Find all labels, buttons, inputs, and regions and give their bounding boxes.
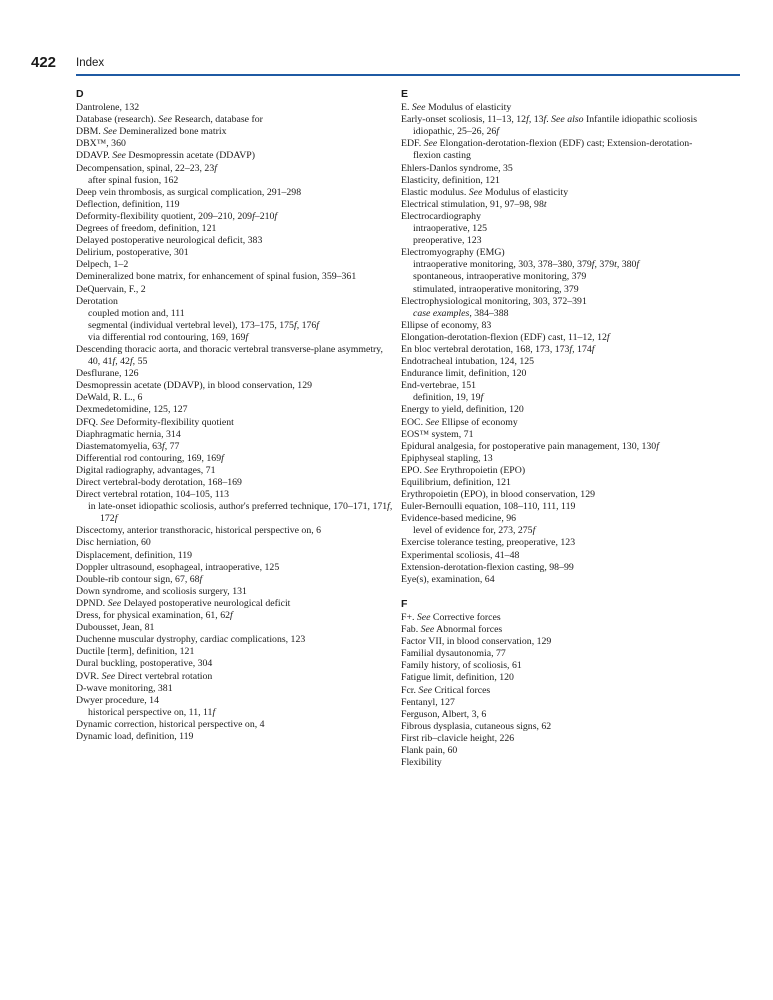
index-subentry: segmental (individual vertebral level), 173–175, 175f, 176f <box>88 319 320 331</box>
index-entry: Delpech, 1–2 <box>76 259 129 271</box>
index-column-left <box>76 88 394 743</box>
index-entry: Database (research). See Research, database for <box>76 114 263 126</box>
index-entry: Flexibility <box>401 757 442 769</box>
index-entry: E. See Modulus of elasticity <box>401 102 512 114</box>
index-entry: Down syndrome, and scoliosis surgery, 131 <box>76 585 247 597</box>
running-head: Index <box>76 57 105 69</box>
index-entry: En bloc vertebral derotation, 168, 173, 173f, 174f <box>401 343 595 355</box>
index-entry: Dynamic load, definition, 119 <box>76 730 194 742</box>
index-entry: Doppler ultrasound, esophageal, intraoperative, 125 <box>76 561 280 573</box>
index-entry: Eye(s), examination, 64 <box>401 573 495 585</box>
index-entry: Disc herniation, 60 <box>76 537 151 549</box>
index-entry: Demineralized bone matrix, for enhancement of spinal fusion, 359–361 <box>76 271 357 283</box>
index-entry: Direct vertebral-body derotation, 168–169 <box>76 477 242 488</box>
index-entry: Experimental scoliosis, 41–48 <box>401 549 520 561</box>
index-entry: Exercise tolerance testing, preoperative, 123 <box>401 537 576 549</box>
index-entry: Ferguson, Albert, 3, 6 <box>401 708 487 720</box>
index-entry: Diaphragmatic hernia, 314 <box>76 428 181 440</box>
index-entry: EDF. See Elongation-derotation-flexion (EDF) cast; Extension-derotation-flexion casting <box>401 138 693 162</box>
index-entry: Duchenne muscular dystrophy, cardiac complications, 123 <box>76 634 306 646</box>
index-entry: Familial dysautonomia, 77 <box>401 648 506 660</box>
index-entry: Factor VII, in blood conservation, 129 <box>401 636 552 648</box>
index-entry: Electrocardiography <box>401 210 481 222</box>
index-entry: Flank pain, 60 <box>401 744 458 756</box>
index-entry: Dubousset, Jean, 81 <box>76 622 155 634</box>
index-subentry: intraoperative monitoring, 303, 378–380, 379f, 379t, 380f <box>413 259 640 271</box>
index-entry: Electrical stimulation, 91, 97–98, 98t <box>401 198 547 210</box>
index-subentry: spontaneous, intraoperative monitoring, 379 <box>413 271 587 283</box>
index-entry: Descending thoracic aorta, and thoracic vertebral transverse-plane asymmetry, 40, 41f, 42f, 55 <box>76 343 384 368</box>
index-entry: Evidence-based medicine, 96 <box>401 513 517 525</box>
index-entry: DeWald, R. L., 6 <box>76 392 143 404</box>
index-subentry: level of evidence for, 273, 275f <box>413 525 536 537</box>
index-entry: Derotation <box>76 295 118 307</box>
index-entry: Dexmedetomidine, 125, 127 <box>76 404 188 416</box>
index-entry: Endurance limit, definition, 120 <box>401 368 527 380</box>
index-entry: Extension-derotation-flexion casting, 98–99 <box>401 561 574 573</box>
index-entry: Energy to yield, definition, 120 <box>401 404 524 416</box>
index-subentry: in late-onset idiopathic scoliosis, author's preferred technique, 170–171, 171f, 172f <box>88 501 393 525</box>
index-entry: Elasticity, definition, 121 <box>401 174 500 186</box>
index-entry: EOC. See Ellipse of economy <box>401 416 518 428</box>
index-entry: Digital radiography, advantages, 71 <box>76 464 216 476</box>
index-letter-heading: F <box>401 597 408 610</box>
index-entry: Fentanyl, 127 <box>401 696 455 708</box>
index-subentry: definition, 19, 19f <box>413 392 484 404</box>
index-entry: Epidural analgesia, for postoperative pain management, 130, 130f <box>401 440 659 452</box>
index-entry: End-vertebrae, 151 <box>401 380 477 392</box>
index-entry: Early-onset scoliosis, 11–13, 12f, 13f. See also Infantile idiopathic scoliosis <box>401 114 698 126</box>
index-letter-heading: D <box>76 88 84 100</box>
index-entry: EPO. See Erythropoietin (EPO) <box>401 464 526 476</box>
index-entry: Dural buckling, postoperative, 304 <box>76 658 213 670</box>
index-entry: Decompensation, spinal, 22–23, 23f <box>76 162 217 174</box>
index-entry: DBX™, 360 <box>76 138 126 150</box>
index-subentry: after spinal fusion, 162 <box>88 174 179 186</box>
index-subentry: historical perspective on, 11, 11f <box>88 706 216 718</box>
index-entry: DDAVP. See Desmopressin acetate (DDAVP) <box>76 150 255 162</box>
index-entry: Double-rib contour sign, 67, 68f <box>76 573 203 585</box>
index-entry: Differential rod contouring, 169, 169f <box>76 452 224 464</box>
index-entry: DFQ. See Deformity-flexibility quotient <box>76 416 234 428</box>
index-subentry: idiopathic, 25–26, 26f <box>413 126 499 138</box>
page-number: 422 <box>31 54 57 71</box>
index-subentry: via differential rod contouring, 169, 169f <box>88 331 249 343</box>
index-entry: Diastematomyelia, 63f, 77 <box>76 440 180 452</box>
index-entry: Endotracheal intubation, 124, 125 <box>401 356 535 368</box>
index-entry: Desmopressin acetate (DDAVP), in blood conservation, 129 <box>76 380 312 392</box>
index-entry: Fatigue limit, definition, 120 <box>401 672 514 684</box>
index-entry: Ellipse of economy, 83 <box>401 319 492 331</box>
index-entry: Delayed postoperative neurological deficit, 383 <box>76 235 263 247</box>
index-entry: Deflection, definition, 119 <box>76 198 180 210</box>
index-entry: Direct vertebral rotation, 104–105, 113 <box>76 489 230 501</box>
index-entry: DVR. See Direct vertebral rotation <box>76 670 213 682</box>
index-entry: First rib–clavicle height, 226 <box>401 732 515 744</box>
index-entry: Dynamic correction, historical perspective on, 4 <box>76 718 265 730</box>
index-entry: DPND. See Delayed postoperative neurological deficit <box>76 597 291 609</box>
index-entry: Fab. See Abnormal forces <box>401 624 503 636</box>
index-entry: Degrees of freedom, definition, 121 <box>76 223 217 235</box>
index-entry: Dantrolene, 132 <box>76 102 140 114</box>
index-entry: Displacement, definition, 119 <box>76 549 193 561</box>
index-entry: DeQuervain, F., 2 <box>76 283 146 295</box>
index-entry: DBM. See Demineralized bone matrix <box>76 126 227 138</box>
index-entry: Family history, of scoliosis, 61 <box>401 660 522 672</box>
index-entry: Ductile [term], definition, 121 <box>76 646 195 658</box>
index-entry: Dwyer procedure, 14 <box>76 694 159 706</box>
index-entry: Dress, for physical examination, 61, 62f <box>76 610 233 622</box>
index-entry: Electromyography (EMG) <box>401 247 505 259</box>
index-entry: Desflurane, 126 <box>76 368 139 380</box>
index-entry: Delirium, postoperative, 301 <box>76 247 189 259</box>
index-entry: Erythropoietin (EPO), in blood conservation, 129 <box>401 489 596 501</box>
index-entry: Equilibrium, definition, 121 <box>401 477 511 488</box>
index-column-right <box>401 88 719 769</box>
index-letter-heading: E <box>401 88 409 100</box>
index-subentry: preoperative, 123 <box>413 235 482 247</box>
index-entry: Euler-Bernoulli equation, 108–110, 111, 119 <box>401 501 576 513</box>
index-entry: EOS™ system, 71 <box>401 428 474 440</box>
header-rule <box>76 74 740 76</box>
index-entry: Deep vein thrombosis, as surgical complication, 291–298 <box>76 186 302 198</box>
index-entry: Electrophysiological monitoring, 303, 372–391 <box>401 295 587 307</box>
index-subentry: stimulated, intraoperative monitoring, 379 <box>413 283 579 295</box>
index-entry: D-wave monitoring, 381 <box>76 682 173 694</box>
index-subentry: case examples, 384–388 <box>413 307 509 319</box>
index-entry: Epiphyseal stapling, 13 <box>401 452 493 464</box>
index-entry: Elongation-derotation-flexion (EDF) cast, 11–12, 12f <box>401 331 610 343</box>
index-entry: Fcr. See Critical forces <box>401 684 491 696</box>
index-subentry: coupled motion and, 111 <box>88 307 185 319</box>
index-entry: Discectomy, anterior transthoracic, historical perspective on, 6 <box>76 525 322 537</box>
index-subentry: intraoperative, 125 <box>413 223 487 235</box>
index-entry: Deformity-flexibility quotient, 209–210, 209f–210f <box>76 210 278 222</box>
index-entry: Fibrous dysplasia, cutaneous signs, 62 <box>401 720 552 732</box>
index-entry: F+. See Corrective forces <box>401 611 501 623</box>
index-entry: Ehlers-Danlos syndrome, 35 <box>401 162 513 174</box>
index-entry: Elastic modulus. See Modulus of elasticity <box>401 186 569 198</box>
